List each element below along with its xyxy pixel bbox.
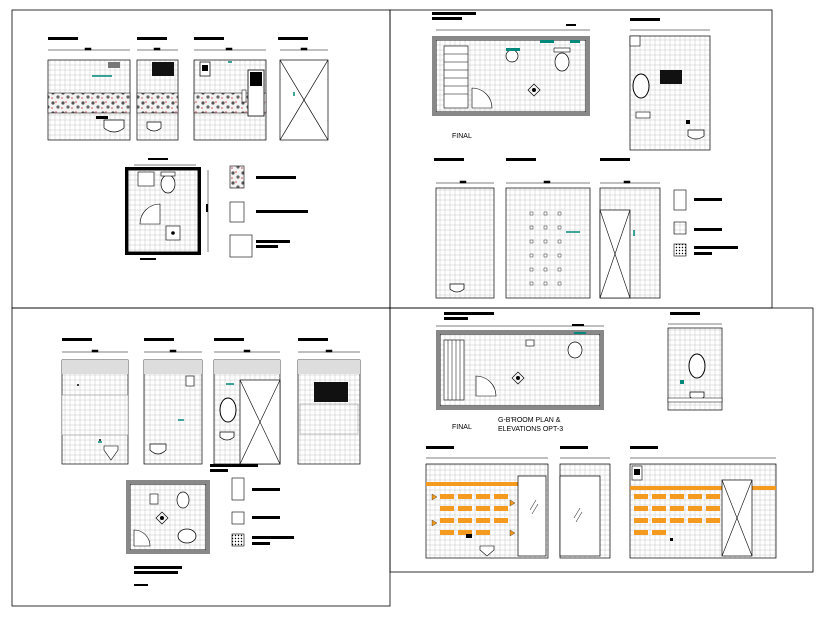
tl-floor-plan — [125, 158, 208, 260]
br-plan-title — [444, 312, 700, 320]
tr-lower-elevation-titles — [434, 158, 630, 161]
tl-elevation-c — [194, 60, 266, 140]
br-elevation-3 — [630, 464, 776, 558]
bl-elevation-3 — [214, 360, 280, 464]
tr-plan-title — [432, 12, 660, 21]
br-lower-elevation-titles — [426, 446, 658, 449]
sheet-top-left — [12, 10, 390, 308]
tr-elevation-2 — [506, 188, 590, 298]
tl-elevation-b — [137, 60, 178, 140]
tr-elevation-1 — [436, 188, 494, 298]
br-floor-plan — [436, 324, 604, 410]
br-final-label: FINAL — [452, 424, 472, 431]
bl-elevation-4 — [298, 360, 360, 464]
tl-elevation-titles — [48, 37, 308, 40]
br-drawing-title-line1: G-B'ROOM PLAN & — [498, 417, 561, 424]
br-drawing-title-line2: ELEVATIONS OPT-3 — [498, 426, 564, 433]
tr-final-label: FINAL — [452, 133, 472, 140]
bl-legend — [232, 478, 294, 546]
bl-elevation-titles — [62, 338, 328, 341]
tr-floor-plan — [432, 24, 590, 116]
bl-elevation-1 — [62, 360, 128, 464]
br-elevation-right — [668, 324, 722, 410]
br-elevation-2 — [560, 464, 610, 558]
tr-legend — [674, 190, 738, 256]
tl-legend — [230, 166, 308, 257]
br-elevation-1 — [426, 464, 548, 558]
bl-elevation-2 — [144, 360, 202, 464]
tl-elevation-a — [48, 60, 130, 140]
tr-elevation-right — [630, 30, 710, 150]
tr-elevation-3 — [600, 188, 660, 298]
tl-elevation-d — [280, 60, 328, 140]
